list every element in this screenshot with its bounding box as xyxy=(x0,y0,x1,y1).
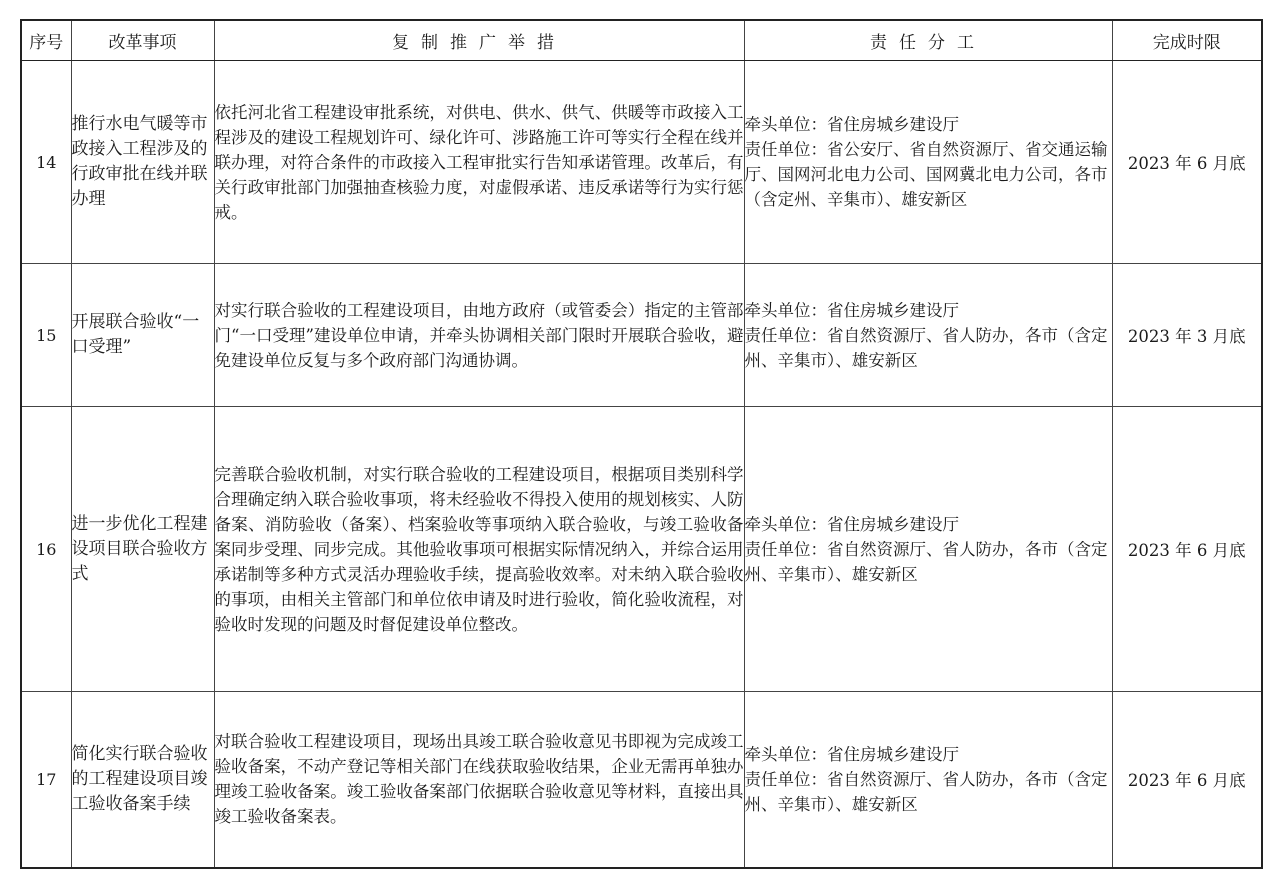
row-item: 推行水电气暖等市政接入工程涉及的行政审批在线并联办理 xyxy=(71,61,214,264)
row-measure: 完善联合验收机制，对实行联合验收的工程建设项目，根据项目类别科学合理确定纳入联合验收事项，将未经验收不得投入使用的规划核实、人防备案、消防验收（备案）、档案验收等事项纳入联合验收，与竣工验收备案同步受理、同步完成。其他验收事项可根据实际情况纳入，并综合运用承诺制等多种方式灵活办理验收手续，提高验收效率。对未纳入联合验收的事项，由相关主管部门和单位依申请及时进行验收，简化验收流程，对验收时发现的问题及时督促建设单位整改。 xyxy=(214,407,744,692)
row-responsibility xyxy=(744,264,1112,407)
row-item: 进一步优化工程建设项目联合验收方式 xyxy=(71,407,214,692)
row-seq: 14 xyxy=(21,61,71,264)
row-deadline: 2023 年 6 月底 xyxy=(1112,61,1262,264)
row-item: 开展联合验收“一口受理” xyxy=(71,264,214,407)
header-item: 改革事项 xyxy=(71,20,214,61)
row-item: 简化实行联合验收的工程建设项目竣工验收备案手续 xyxy=(71,692,214,868)
row-deadline: 2023 年 6 月底 xyxy=(1112,407,1262,692)
row-measure: 对联合验收工程建设项目，现场出具竣工联合验收意见书即视为完成竣工验收备案，不动产登记等相关部门在线获取验收结果，企业无需再单独办理竣工验收备案。竣工验收备案部门依据联合验收意见等材料，直接出具竣工验收备案表。 xyxy=(214,692,744,868)
table-row xyxy=(21,264,1262,407)
row-seq: 15 xyxy=(21,264,71,407)
header-responsibility: 责任分工 xyxy=(744,20,1112,61)
row-responsibility xyxy=(744,692,1112,868)
row-deadline: 2023 年 6 月底 xyxy=(1112,692,1262,868)
responsible-units: 责任单位：省自然资源厅、省人防办，各市（含定州、辛集市）、雄安新区 xyxy=(744,325,1108,370)
lead-unit: 牵头单位：省住房城乡建设厅 xyxy=(744,744,959,764)
row-deadline: 2023 年 3 月底 xyxy=(1112,264,1262,407)
row-seq: 17 xyxy=(21,692,71,868)
row-responsibility xyxy=(744,407,1112,692)
table-row xyxy=(21,61,1262,264)
responsible-units: 责任单位：省自然资源厅、省人防办，各市（含定州、辛集市）、雄安新区 xyxy=(744,539,1108,584)
table-header-row xyxy=(21,20,1262,61)
lead-unit: 牵头单位：省住房城乡建设厅 xyxy=(744,115,959,134)
row-measure: 依托河北省工程建设审批系统，对供电、供水、供气、供暖等市政接入工程涉及的建设工程规划许可、绿化许可、涉路施工许可等实行全程在线并联办理，对符合条件的市政接入工程审批实行告知承诺管理。改革后，有关行政审批部门加强抽查核验力度，对虚假承诺、违反承诺等行为实行惩戒。 xyxy=(214,61,744,264)
row-measure: 对实行联合验收的工程建设项目，由地方政府（或管委会）指定的主管部门“一口受理”建设单位申请，并牵头协调相关部门限时开展联合验收，避免建设单位反复与多个政府部门沟通协调。 xyxy=(214,264,744,407)
row-seq: 16 xyxy=(21,407,71,692)
lead-unit: 牵头单位：省住房城乡建设厅 xyxy=(744,514,959,534)
reform-measures-table xyxy=(20,19,1263,869)
responsible-units: 责任单位：省自然资源厅、省人防办，各市（含定州、辛集市）、雄安新区 xyxy=(744,769,1108,814)
table-row xyxy=(21,407,1262,692)
table-row xyxy=(21,692,1262,868)
lead-unit: 牵头单位：省住房城乡建设厅 xyxy=(744,300,959,320)
header-measure: 复制推广举措 xyxy=(214,20,744,61)
header-deadline: 完成时限 xyxy=(1112,20,1262,61)
row-responsibility xyxy=(744,61,1112,264)
header-seq: 序号 xyxy=(21,20,71,61)
responsible-units: 责任单位：省公安厅、省自然资源厅、省交通运输厅、国网河北电力公司、国网冀北电力公司，各市（含定州、辛集市）、雄安新区 xyxy=(744,140,1108,209)
